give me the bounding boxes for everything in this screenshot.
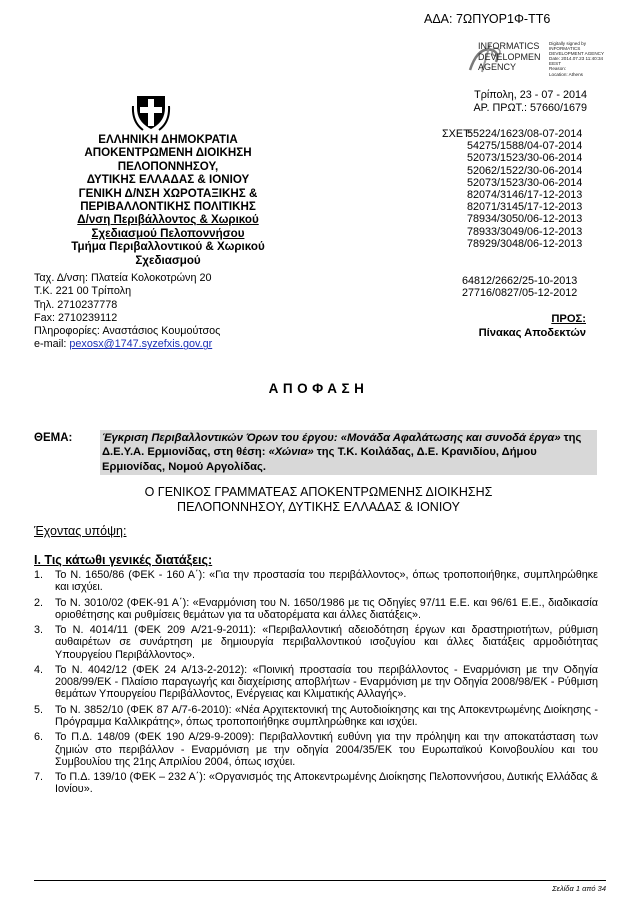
signature-org-line: INFORMATICS (478, 41, 540, 51)
reference-number: 52073/1523/30-06-2014 (467, 152, 583, 165)
authority-line: Σχεδιασμού (135, 253, 201, 267)
subject-part-1: Έγκριση Περιβαλλοντικών Όρων του έργου: (102, 432, 341, 444)
authority-line: Σχεδιασμού Πελοποννήσου (91, 226, 245, 240)
recipients-block (470, 313, 586, 340)
authority-line: Τμήμα Περιβαλλοντικού & Χωρικού (71, 240, 265, 254)
subject-part-2: «Μονάδα Αφαλάτωσης και συνοδά έργα» (340, 432, 561, 444)
subject-text (100, 430, 597, 475)
list-item-text: Το Π.Δ. 139/10 (ΦΕΚ – 232 Α΄): «Οργανισμός της Αποκεντρωμένης Διοίκησης Πελοποννήσου, Δυτικής Ελλάδας & Ιονίου». (55, 771, 599, 796)
page-number: Σελίδα 1 από 34 (552, 884, 606, 893)
reference-number: 82071/3145/17-12-2013 (467, 201, 583, 214)
list-item (34, 664, 598, 701)
list-item-number: 4. (34, 663, 44, 676)
list-item-text: Το Π.Δ. 148/09 (ΦΕΚ 190 Α/29-9-2009): Περιβαλλοντική ευθύνη για την πρόληψη και την αποκατάσταση των ζημιών στο περιβάλλον - Εναρμόνιση με την οδηγία 2004/35/ΕΚ του Ευρωπαϊκού Κοινοβουλίου και του Συμβουλίου της 21ης Απριλίου 2004, όπως ισχύει. (55, 731, 598, 768)
heading-line-2: ΠΕΛΟΠΟΝΝΗΣΟΥ, ΔΥΤΙΚΗΣ ΕΛΛΑΔΑΣ & ΙΟΝΙΟΥ (177, 500, 460, 514)
list-item (34, 731, 598, 768)
signature-organization (478, 41, 541, 73)
contact-info (34, 272, 220, 352)
references-extra (462, 275, 577, 299)
considering-heading: Έχοντας υπόψη: (34, 524, 127, 538)
list-item-text: Το Ν. 4014/11 (ΦΕΚ 209 Α/21-9-2011): «Περιβαλλοντική αδειοδότηση έργων και δραστηριοτήτων, ρύθμιση αυθαιρέτων σε συνάρτηση με δημιουργία περιβαλλοντικού ισοζυγίου και άλλες διατάξεις αρμοδιότητας Υπουργείου Περιβάλλοντος». (55, 624, 598, 661)
email-label: e-mail: (34, 338, 70, 351)
address: Ταχ. Δ/νση: Πλατεία Κολοκοτρώνη 20 (34, 272, 212, 284)
secretary-general-heading (0, 485, 637, 515)
reference-number: 78934/3050/06-12-2013 (467, 213, 583, 226)
heading-line-1: Ο ΓΕΝΙΚΟΣ ΓΡΑΜΜΑΤΕΑΣ ΑΠΟΚΕΝΤΡΩΜΕΝΗΣ ΔΙΟΙΚΗΣΗΣ (144, 485, 493, 499)
list-item-text: Το Ν. 1650/86 (ΦΕΚ - 160 Α΄): «Για την προστασία του περιβάλλοντος», όπως τροποποιήθηκε, συμπληρώθηκε και ισχύει. (55, 569, 598, 594)
authority-line: ΑΠΟΚΕΝΤΡΩΜΕΝΗ ΔΙΟΙΚΗΣΗ (84, 146, 252, 160)
place-date: Τρίπολη, 23 - 07 - 2014 (474, 89, 587, 101)
reference-number: 78933/3049/06-12-2013 (467, 225, 583, 238)
protocol-number: ΑΡ. ΠΡΩΤ.: 57660/1679 (473, 102, 587, 114)
place-date-block (430, 89, 587, 115)
reference-number: 78929/3048/06-12-2013 (467, 237, 583, 250)
list-item (34, 704, 598, 728)
phone: Τηλ. 2710237778 (34, 298, 118, 311)
section-heading: Ι. Τις κάτωθι γενικές διατάξεις: (34, 553, 213, 567)
subject-part-5: της Τ.Κ. Κοιλάδας, Δ.Ε. Κρανιδίου, Δήμου Ερμιονίδας, Νομού Αργολίδας. (102, 446, 537, 473)
references-list (467, 128, 582, 250)
list-item (34, 597, 598, 621)
authority-line: ΠΕΡΙΒΑΛΛΟΝΤΙΚΗΣ ΠΟΛΙΤΙΚΗΣ (80, 200, 256, 214)
list-item-text: Το Ν. 3852/10 (ΦΕΚ 87 Α/7-6-2010): «Νέα Αρχιτεκτονική της Αυτοδιοίκησης και της Αποκεντρωμένης Διοίκησης - Πρόγραμμα Καλλικράτης», όπως τροποποιήθηκε συμπληρώθηκε και ισχύει. (55, 703, 598, 728)
list-item-number: 6. (34, 731, 44, 744)
authority-line: ΠΕΛΟΠΟΝΝΗΣΟΥ, (117, 159, 219, 173)
reference-number: 52073/1523/30-06-2014 (467, 176, 583, 189)
signature-org-line: AGENCY (478, 62, 517, 72)
reference-number: 55224/1623/08-07-2014 (467, 128, 583, 140)
recipients: Πίνακας Αποδεκτών (478, 326, 586, 339)
signature-details: Digitally signed by INFORMATICS DEVELOPMENT AGENCY Date: 2014.07.23 11:40:34 EEST Reason: Location: Athens (549, 41, 605, 77)
subject-part-4: «Χώνια» (268, 446, 314, 459)
fax: Fax: 2710239112 (34, 311, 118, 324)
issuing-authority (48, 133, 288, 267)
list-item (34, 624, 598, 661)
authority-line: ΔΥΤΙΚΗΣ ΕΛΛΑΔΑΣ & ΙΟΝΙΟΥ (86, 173, 250, 187)
list-item-number: 2. (34, 596, 44, 609)
list-item (34, 771, 598, 795)
greek-emblem-icon (131, 92, 171, 132)
email-link[interactable]: pexosx@1747.syzefxis.gov.gr (69, 338, 213, 351)
subject-label: ΘΕΜΑ: (34, 432, 73, 444)
list-item-text: Το Ν. 3010/02 (ΦΕΚ-91 Α΄): «Εναρμόνιση του Ν. 1650/1986 με τις Οδηγίες 97/11 Ε.Ε. και 96/61 Ε.Ε., διαδικασία οριοθέτησης και ρυθμίσεις θεμάτων για τα υδατορέματα και άλλες διατάξεις». (55, 596, 598, 621)
reference-number: 52062/1522/30-06-2014 (467, 164, 583, 177)
ada-code: ΑΔΑ: 7ΩΠΥΟΡ1Φ-ΤΤ6 (424, 12, 551, 26)
reference-number: 82074/3146/17-12-2013 (467, 189, 583, 202)
postal-code: Τ.Κ. 221 00 Τρίπολη (34, 285, 132, 298)
references-label: ΣΧΕΤ: (442, 128, 472, 140)
reference-number: 64812/2662/25-10-2013 (462, 275, 578, 287)
list-item-number: 1. (34, 569, 44, 581)
document-title: ΑΠΟΦΑΣΗ (268, 381, 369, 396)
signature-org-line: DEVELOPMEN (478, 51, 541, 62)
list-item-text: Το Ν. 4042/12 (ΦΕΚ 24 Α/13-2-2012): «Ποινική προστασία του περιβάλλοντος - Εναρμόνιση με την Οδηγία 2008/99/ΕΚ - Πλαίσιο παραγωγής και διαχείρισης αποβλήτων - Εναρμόνιση με την Οδηγία 2008/98/ΕΚ - Ρύθμιση θεμάτων Υπουργείου Περιβάλλοντος, Ενέργειας και Κλιματικής Αλλαγής». (55, 663, 598, 701)
subject-part-3: της Δ.Ε.Υ.Α. Ερμιονίδας, στη θέση: (102, 432, 582, 459)
email-line (34, 338, 220, 351)
list-item-number: 3. (34, 624, 44, 637)
authority-line: ΓΕΝΙΚΗ Δ/ΝΣΗ ΧΩΡΟΤΑΞΙΚΗΣ & (78, 186, 258, 200)
provisions-list (34, 569, 598, 799)
list-item-number: 5. (34, 703, 44, 716)
authority-line: Δ/νση Περιβάλλοντος & Χωρικού (77, 213, 259, 227)
reference-number: 27716/0827/05-12-2012 (462, 287, 578, 300)
authority-line: ΕΛΛΗΝΙΚΗ ΔΗΜΟΚΡΑΤΙΑ (98, 133, 238, 146)
list-item (34, 569, 598, 593)
information-contact: Πληροφορίες: Αναστάσιος Κουμούτσος (34, 325, 221, 338)
recipients-label: ΠΡΟΣ: (551, 313, 586, 325)
reference-number: 54275/1588/04-07-2014 (467, 140, 583, 153)
footer-divider (34, 880, 606, 881)
list-item-number: 7. (34, 771, 44, 784)
